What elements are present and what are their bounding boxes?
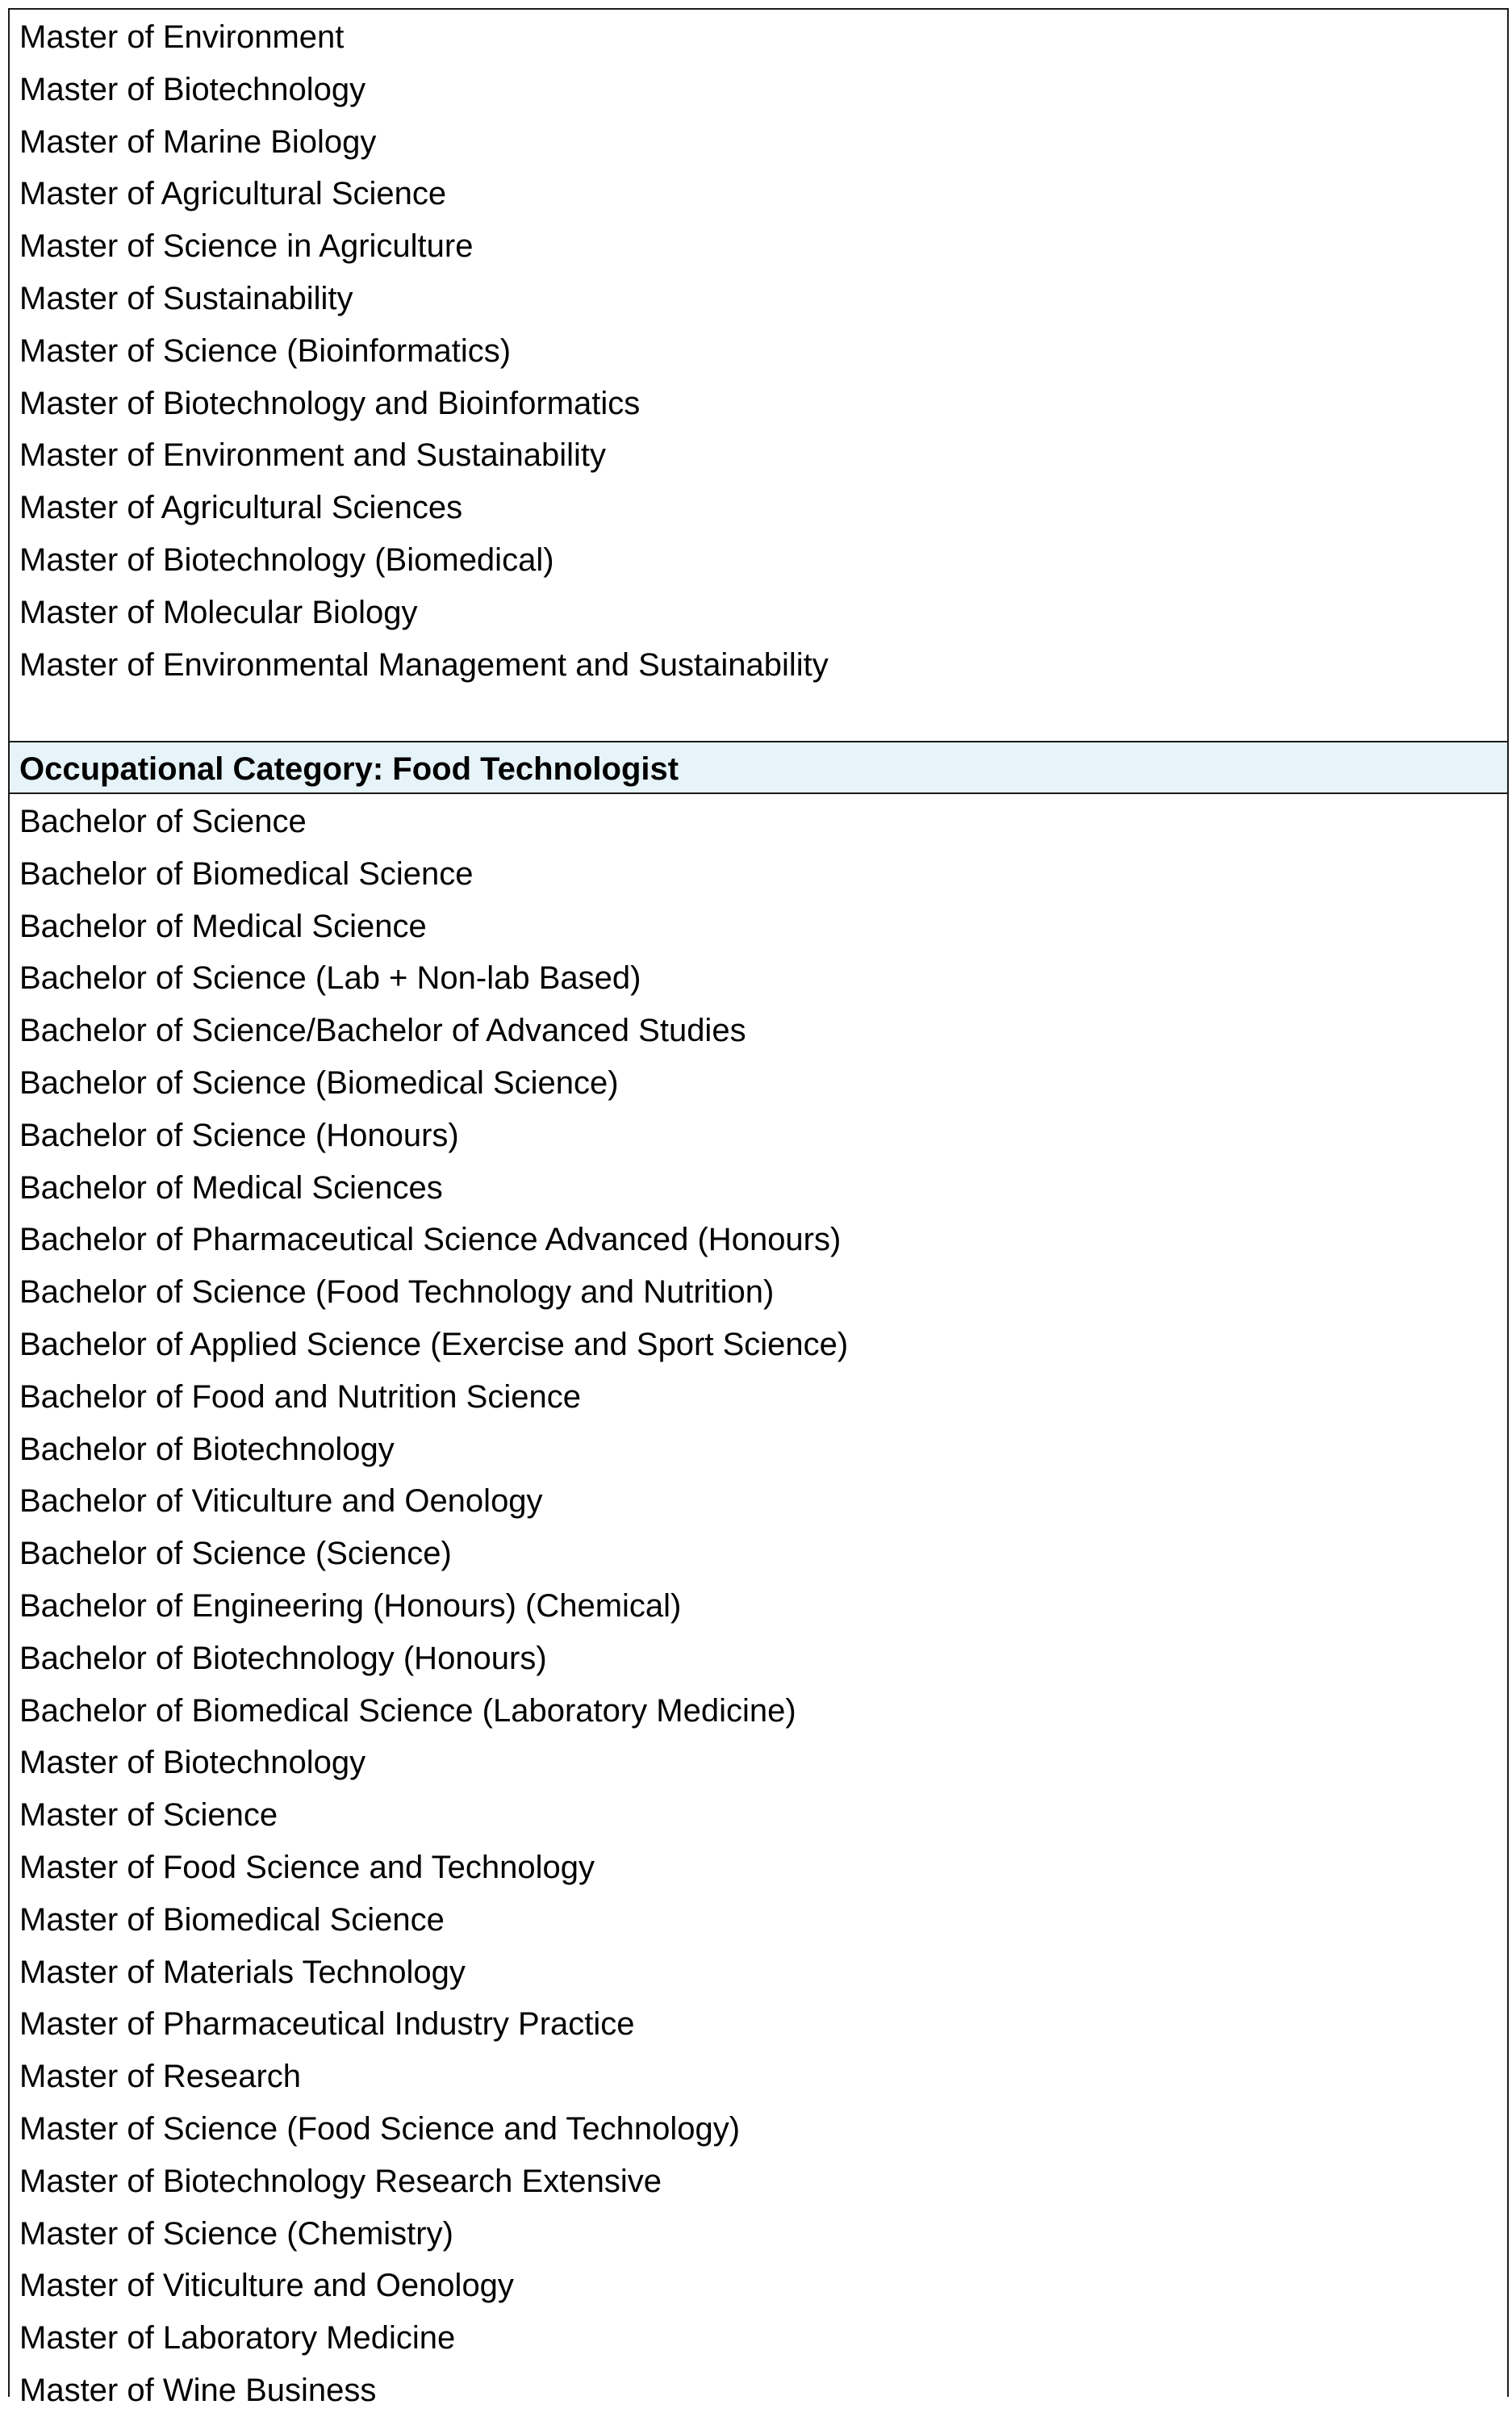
degree-list-item: Master of Science (Food Science and Technology) <box>19 2110 741 2147</box>
degree-list-item: Master of Agricultural Science <box>19 176 447 212</box>
degree-list-food-technologist <box>10 794 1507 2417</box>
degree-list-item: Bachelor of Science (Science) <box>19 1536 452 1572</box>
degree-table <box>8 8 1509 2408</box>
degree-list-item: Bachelor of Science (Food Technology and Nutrition) <box>19 1274 775 1311</box>
degree-list-item: Master of Environment and Sustainability <box>19 437 607 474</box>
degree-list-item: Master of Science <box>19 1797 278 1834</box>
degree-list-item: Bachelor of Medical Sciences <box>19 1169 443 1206</box>
degree-list-item: Bachelor of Biotechnology (Honours) <box>19 1640 547 1676</box>
degree-list-item: Master of Food Science and Technology <box>19 1849 595 1885</box>
degree-list-item: Master of Environment <box>19 19 345 55</box>
degree-list-item: Bachelor of Science (Biomedical Science) <box>19 1064 619 1101</box>
degree-list-item: Master of Wine Business <box>19 2372 377 2408</box>
degree-list-item: Master of Science (Chemistry) <box>19 2215 453 2252</box>
degree-list-item: Bachelor of Science (Honours) <box>19 1117 459 1153</box>
degree-list-item: Master of Biotechnology (Biomedical) <box>19 542 554 578</box>
degree-list-item: Master of Environmental Management and Sustainability <box>19 646 829 683</box>
degree-list-item: Master of Laboratory Medicine <box>19 2320 456 2356</box>
degree-list-item: Bachelor of Pharmaceutical Science Advanced (Honours) <box>19 1222 842 1258</box>
degree-list-item: Bachelor of Viticulture and Oenology <box>19 1483 543 1520</box>
degree-list-item: Master of Marine Biology <box>19 123 377 160</box>
degree-list-item: Master of Biotechnology and Bioinformatics <box>19 385 641 421</box>
degree-list-item: Master of Sustainability <box>19 280 353 316</box>
degree-list-item: Master of Science in Agriculture <box>19 228 474 265</box>
degree-list-item: Master of Biotechnology <box>19 71 366 107</box>
degree-list-item: Master of Research <box>19 2059 302 2095</box>
degree-list-item: Bachelor of Science/Bachelor of Advanced Studies <box>19 1013 746 1049</box>
degree-list-item: Bachelor of Food and Nutrition Science <box>19 1378 581 1415</box>
degree-list-item: Master of Pharmaceutical Industry Practice <box>19 2006 635 2043</box>
degree-list-item: Bachelor of Engineering (Honours) (Chemical) <box>19 1587 682 1624</box>
degree-list-item: Master of Molecular Biology <box>19 594 418 630</box>
occupational-category-header: Occupational Category: Food Technologist <box>10 741 1507 794</box>
degree-list-item: Bachelor of Biomedical Science <box>19 855 474 892</box>
degree-list-item: Bachelor of Applied Science (Exercise and Sport Science) <box>19 1326 849 1362</box>
degree-list-item: Master of Biotechnology Research Extensive <box>19 2163 662 2199</box>
degree-list-item: Master of Biomedical Science <box>19 1901 445 1938</box>
degree-list-item: Bachelor of Biomedical Science (Laboratory Medicine) <box>19 1692 796 1729</box>
degree-list-item: Master of Viticulture and Oenology <box>19 2268 514 2304</box>
degree-list-item: Bachelor of Science <box>19 804 307 839</box>
degree-list-item: Master of Science (Bioinformatics) <box>19 332 512 369</box>
degree-list-item: Bachelor of Biotechnology <box>19 1431 395 1467</box>
degree-list-item: Bachelor of Science (Lab + Non-lab Based) <box>19 960 641 997</box>
degree-list-item: Master of Materials Technology <box>19 1954 466 1990</box>
degree-list-item: Bachelor of Medical Science <box>19 908 427 944</box>
degree-list-item: Master of Agricultural Sciences <box>19 490 463 526</box>
degree-list-top <box>10 10 1507 741</box>
degree-list-item: Master of Biotechnology <box>19 1745 366 1781</box>
